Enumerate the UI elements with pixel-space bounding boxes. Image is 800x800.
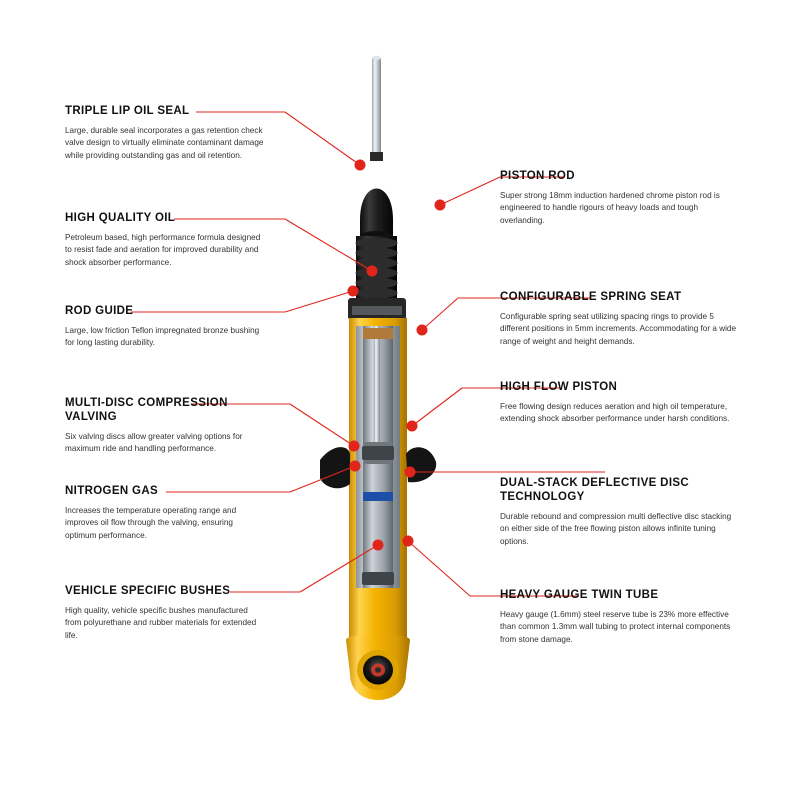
callout-title: HEAVY GAUGE TWIN TUBE xyxy=(500,589,659,601)
high-flow-piston xyxy=(362,446,394,460)
rod-guide-bushing xyxy=(363,328,393,339)
callout-body: Large, low friction Teflon impregnated bronze bushing for long lasting durability. xyxy=(65,326,260,348)
callout-title: ROD GUIDE xyxy=(65,305,134,317)
callout-body: Petroleum based, high performance formula designed to resist fade and aeration for improved durability and shock absorber performance. xyxy=(65,233,261,267)
callout-body: Six valving discs allow greater valving options for maximum ride and handling performance. xyxy=(65,432,243,454)
triple-lip-seal xyxy=(352,306,402,315)
spring-seat-left xyxy=(320,447,350,488)
callout-multi-disc-compression-valving xyxy=(65,396,265,456)
callout-body: Free flowing design reduces aeration and high oil temperature, extending shock absorber performance under harsh conditions. xyxy=(500,402,730,424)
rod-nut xyxy=(370,152,383,161)
callout-title: VEHICLE SPECIFIC BUSHES xyxy=(65,585,231,597)
callout-vehicle-specific-bushes xyxy=(65,584,265,642)
callout-high-flow-piston xyxy=(500,380,736,426)
compression-valve xyxy=(362,572,394,585)
callout-title: CONFIGURABLE SPRING SEAT xyxy=(500,291,682,303)
callout-piston-rod xyxy=(500,169,740,227)
callout-title: DUAL-STACK DEFLECTIVE DISC TECHNOLOGY xyxy=(500,477,690,503)
callout-body: High quality, vehicle specific bushes manufactured from polyurethane and rubber materials for extended life. xyxy=(65,606,257,640)
bush-bore xyxy=(375,667,381,673)
callout-configurable-spring-seat xyxy=(500,290,740,348)
deflective-disc-stack-lower xyxy=(364,460,392,464)
callout-title: TRIPLE LIP OIL SEAL xyxy=(65,105,190,117)
callout-title: HIGH QUALITY OIL xyxy=(65,212,176,224)
callout-body: Large, durable seal incorporates a gas retention check valve design to virtually eliminate contaminant damage while providing outstanding gas and oil retention. xyxy=(65,126,264,160)
callout-body: Durable rebound and compression multi deflective disc stacking on either side of the free flowing piston allows infinite tuning options. xyxy=(500,512,732,546)
callout-title: MULTI-DISC COMPRESSION VALVING xyxy=(65,397,228,423)
callout-triple-lip-oil-seal xyxy=(65,104,265,162)
callout-rod-guide xyxy=(65,304,261,350)
callout-body: Super strong 18mm induction hardened chrome piston rod is engineered to handle rigours of heavy loads and tough overlanding. xyxy=(500,191,720,225)
callout-nitrogen-gas xyxy=(65,484,261,542)
callout-high-quality-oil xyxy=(65,211,265,269)
callout-body: Heavy gauge (1.6mm) steel reserve tube is 23% more effective than common 1.3mm wall tubing to protect internal components from stone damage. xyxy=(500,610,731,644)
deflective-disc-stack-upper xyxy=(364,442,392,446)
piston-rod-shaft xyxy=(372,58,381,153)
shock-absorber-illustration xyxy=(300,40,500,700)
callout-dual-stack-deflective-disc-technology xyxy=(500,476,736,548)
callout-title: PISTON ROD xyxy=(500,170,575,182)
rod-tip xyxy=(372,56,381,60)
dust-cap xyxy=(360,189,393,237)
callout-heavy-gauge-twin-tube xyxy=(500,588,740,646)
callout-title: NITROGEN GAS xyxy=(65,485,159,497)
spring-seat-right xyxy=(406,447,436,482)
callout-body: Increases the temperature operating range and improves oil flow through the valving, ensuring optimum performance. xyxy=(65,506,237,540)
rubber-boot xyxy=(356,236,398,309)
callout-title: HIGH FLOW PISTON xyxy=(500,381,618,393)
callout-body: Configurable spring seat utilizing spacing rings to provide 5 different positions in 5mm increments. Accommodating for a wide range of weight and height demands. xyxy=(500,312,737,346)
free-piston xyxy=(363,492,393,501)
internal-rod xyxy=(374,326,380,450)
